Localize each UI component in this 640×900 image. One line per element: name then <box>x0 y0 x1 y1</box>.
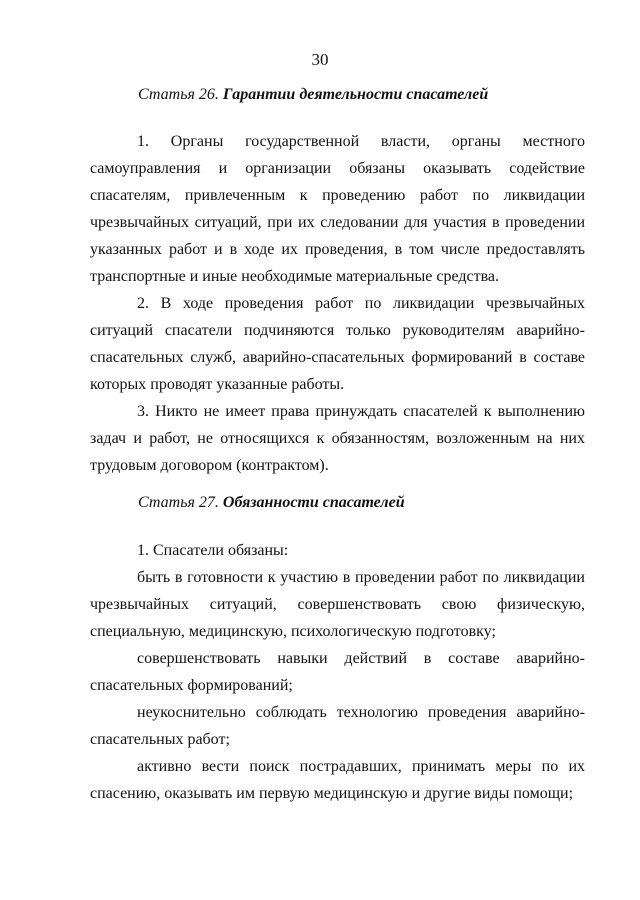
article-27-title: Обязанности спасателей <box>222 494 405 511</box>
article-26-heading <box>138 86 488 104</box>
article-27-body <box>90 537 585 807</box>
article-27-paragraph-2: быть в готовности к участию в проведении работ по ликвидации чрезвычайных ситуаций, совершенствовать свою физическую, специальную, медицинскую, психологическую подготовку; <box>90 569 585 640</box>
article-27-paragraph-3: совершенствовать навыки действий в составе аварийно-спасательных формирований; <box>90 650 585 694</box>
article-27-paragraph-4: неукоснительно соблюдать технологию проведения аварийно-спасательных работ; <box>90 704 585 748</box>
article-27-paragraph-1: 1. Спасатели обязаны: <box>137 542 289 559</box>
article-27-heading <box>138 494 405 512</box>
article-26-paragraph-2: 2. В ходе проведения работ по ликвидации чрезвычайных ситуаций спасатели подчиняются только руководителям аварийно-спасательных служб, аварийно-спасательных формирований в составе которых проводят указанные работы. <box>90 295 585 393</box>
article-27-number: Статья 27. <box>138 494 219 511</box>
page-number: 30 <box>311 50 329 69</box>
article-26-number: Статья 26. <box>138 86 219 103</box>
article-27-paragraph-5: активно вести поиск пострадавших, принимать меры по их спасению, оказывать им первую медицинскую и другие виды помощи; <box>90 758 585 802</box>
article-26-body <box>90 128 585 479</box>
article-26-paragraph-3: 3. Никто не имеет права принуждать спасателей к выполнению задач и работ, не относящихся к обязанностям, возложенным на них трудовым договором (контрактом). <box>90 403 585 474</box>
article-26-title: Гарантии деятельности спасателей <box>222 86 489 103</box>
article-26-paragraph-1: 1. Органы государственной власти, органы местного самоуправления и организации обязаны оказывать содействие спасателям, привлеченным к проведению работ по ликвидации чрезвычайных ситуаций, при их следовании для участия в проведении указанных работ и в ходе их проведения, в том числе предоставлять транспортные и иные необходимые материальные средства. <box>90 133 585 285</box>
